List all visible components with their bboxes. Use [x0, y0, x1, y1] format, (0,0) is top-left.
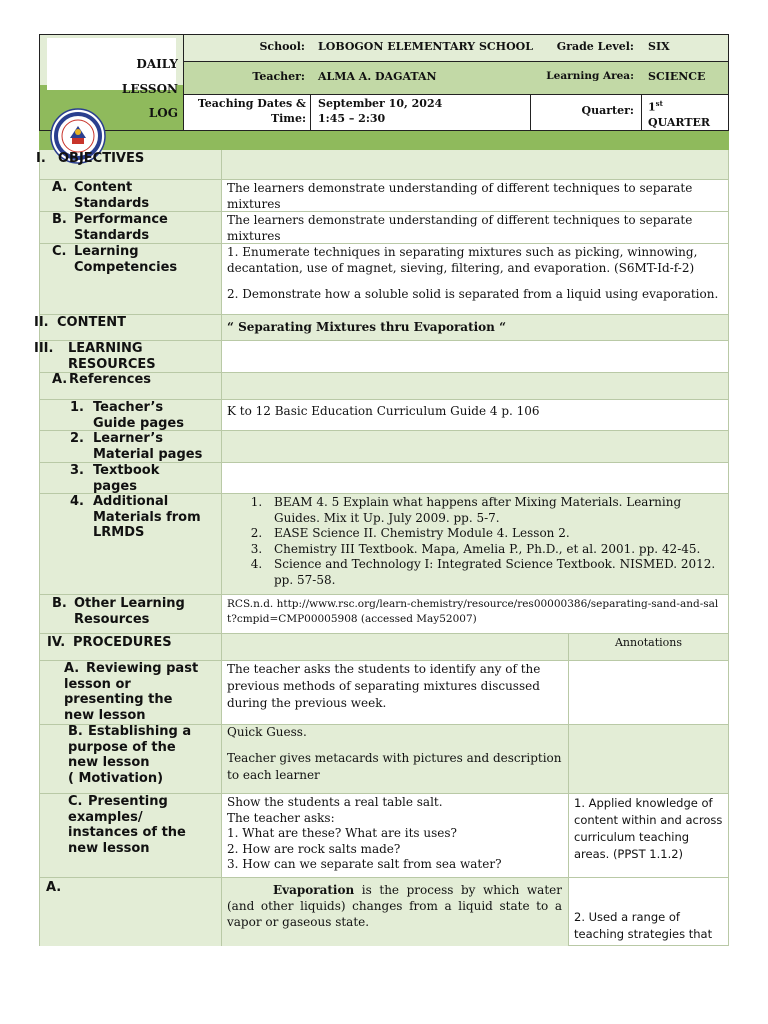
- annotations-heading: Annotations: [614, 636, 682, 649]
- teaching-dates-value: [318, 96, 442, 126]
- list-item: 4. Science and Technology I: Integrated Science Textbook. NISMED. 2012. pp. 57-58.: [266, 557, 722, 588]
- textbook-pages-label: 3. Textbook pages: [70, 463, 160, 494]
- additional-materials-list: [222, 495, 722, 588]
- teaching-date: September 10, 2024: [318, 97, 443, 110]
- list-item: 3. Chemistry III Textbook. Mapa, Amelia P., Ph.D., et al. 2001. pp. 42-45.: [266, 542, 722, 558]
- procedures-heading: IV. PROCEDURES: [47, 635, 172, 650]
- teaching-dates-label: Teaching Dates & Time:: [197, 97, 306, 125]
- school-value: LOBOGON ELEMENTARY SCHOOL: [318, 40, 533, 53]
- presenting-examples-label: C. Presenting examples/ instances of the new lesson: [68, 794, 186, 856]
- grade-level-value: SIX: [648, 40, 670, 53]
- grade-level-label: Grade Level:: [556, 40, 634, 53]
- content-topic: “ Separating Mixtures thru Evaporation “: [227, 320, 506, 334]
- content-standards-label: A. Content Standards: [52, 180, 150, 211]
- establishing-purpose-text: Quick Guess. Teacher gives metacards with pictures and description to each learner: [227, 725, 562, 782]
- header-title-line-lesson: LESSON: [121, 81, 178, 96]
- other-resources-text: RCS.n.d. http://www.rsc.org/learn-chemistry/resource/res00000386/separating-sand-and-salt?cmpid=CMP00005908 (accessed May52007): [227, 598, 719, 625]
- content-standards-text: The learners demonstrate understanding of different techniques to separate mixtures: [227, 181, 693, 211]
- learners-material-label: 2. Learner’s Material pages: [70, 431, 203, 462]
- header-title-line-daily: DAILY: [136, 57, 178, 71]
- presenting-examples-annotation: 1. Applied knowledge of content within and across curriculum teaching areas. (PPST 1.1.2): [574, 796, 723, 861]
- reviewing-lesson-text: The teacher asks the students to identify any of the previous methods of separating mixtures discussed during the previous week.: [227, 662, 541, 710]
- additional-materials-label: 4. Additional Materials from LRMDS: [70, 494, 201, 540]
- establishing-purpose-label: B. Establishing a purpose of the new lesson ( Motivation): [68, 724, 192, 786]
- learning-competencies-text: 1. Enumerate techniques in separating mixtures such as picking, winnowing, decantation, use of magnet, sieving, filtering, and evaporation. (S6MT-Id-f-2) 2. Demonstrate how a soluble solid is separated from a liquid using evaporation.: [227, 245, 719, 301]
- quarter-value: 1st QUARTER: [648, 99, 711, 129]
- teaching-time: 1:45 – 2:30: [318, 112, 386, 125]
- learning-area-value: SCIENCE: [648, 70, 706, 83]
- learning-area-label: Learning Area:: [546, 70, 634, 82]
- list-item: 1. BEAM 4. 5 Explain what happens after Mixing Materials. Learning Guides. Mix it Up. July 2009. pp. 5-7.: [266, 495, 722, 526]
- evaporation-annotation: 2. Used a range of teaching strategies that: [574, 910, 713, 941]
- header-title-line-log: LOG: [148, 106, 178, 120]
- reviewing-lesson-label: A. Reviewing past lesson or presenting the new lesson: [64, 661, 199, 723]
- learning-competencies-label: C. Learning Competencies: [52, 244, 178, 275]
- performance-standards-label: B. Performance Standards: [52, 212, 168, 243]
- teachers-guide-text: K to 12 Basic Education Curriculum Guide 4 p. 106: [227, 404, 540, 418]
- evaporation-row-label: A.: [46, 880, 62, 895]
- list-item: 2. EASE Science II. Chemistry Module 4. Lesson 2.: [266, 526, 722, 542]
- teacher-value: ALMA A. DAGATAN: [318, 70, 437, 83]
- school-label: School:: [259, 40, 305, 53]
- teachers-guide-label: 1. Teacher’s Guide pages: [70, 400, 184, 431]
- presenting-examples-text: Show the students a real table salt. The teacher asks: 1. What are these? What are its uses? 2. How are rock salts made? 3. How can we separate salt from sea water?: [227, 795, 502, 871]
- learning-resources-heading: III. LEARNING RESOURCES: [34, 341, 156, 372]
- section-strip: [39, 131, 729, 150]
- teacher-label: Teacher:: [252, 70, 305, 83]
- other-resources-label: B. Other Learning Resources: [52, 596, 185, 627]
- objectives-heading: I. OBJECTIVES: [36, 151, 145, 166]
- quarter-label: Quarter:: [581, 104, 634, 117]
- evaporation-text: Evaporation is the process by which water (and other liquids) changes from a liquid state to a vapor or gaseous state.: [227, 883, 562, 929]
- references-label: A. References: [52, 372, 152, 387]
- performance-standards-text: The learners demonstrate understanding of different techniques to separate mixtures: [227, 213, 693, 243]
- content-heading: II. CONTENT: [34, 315, 126, 330]
